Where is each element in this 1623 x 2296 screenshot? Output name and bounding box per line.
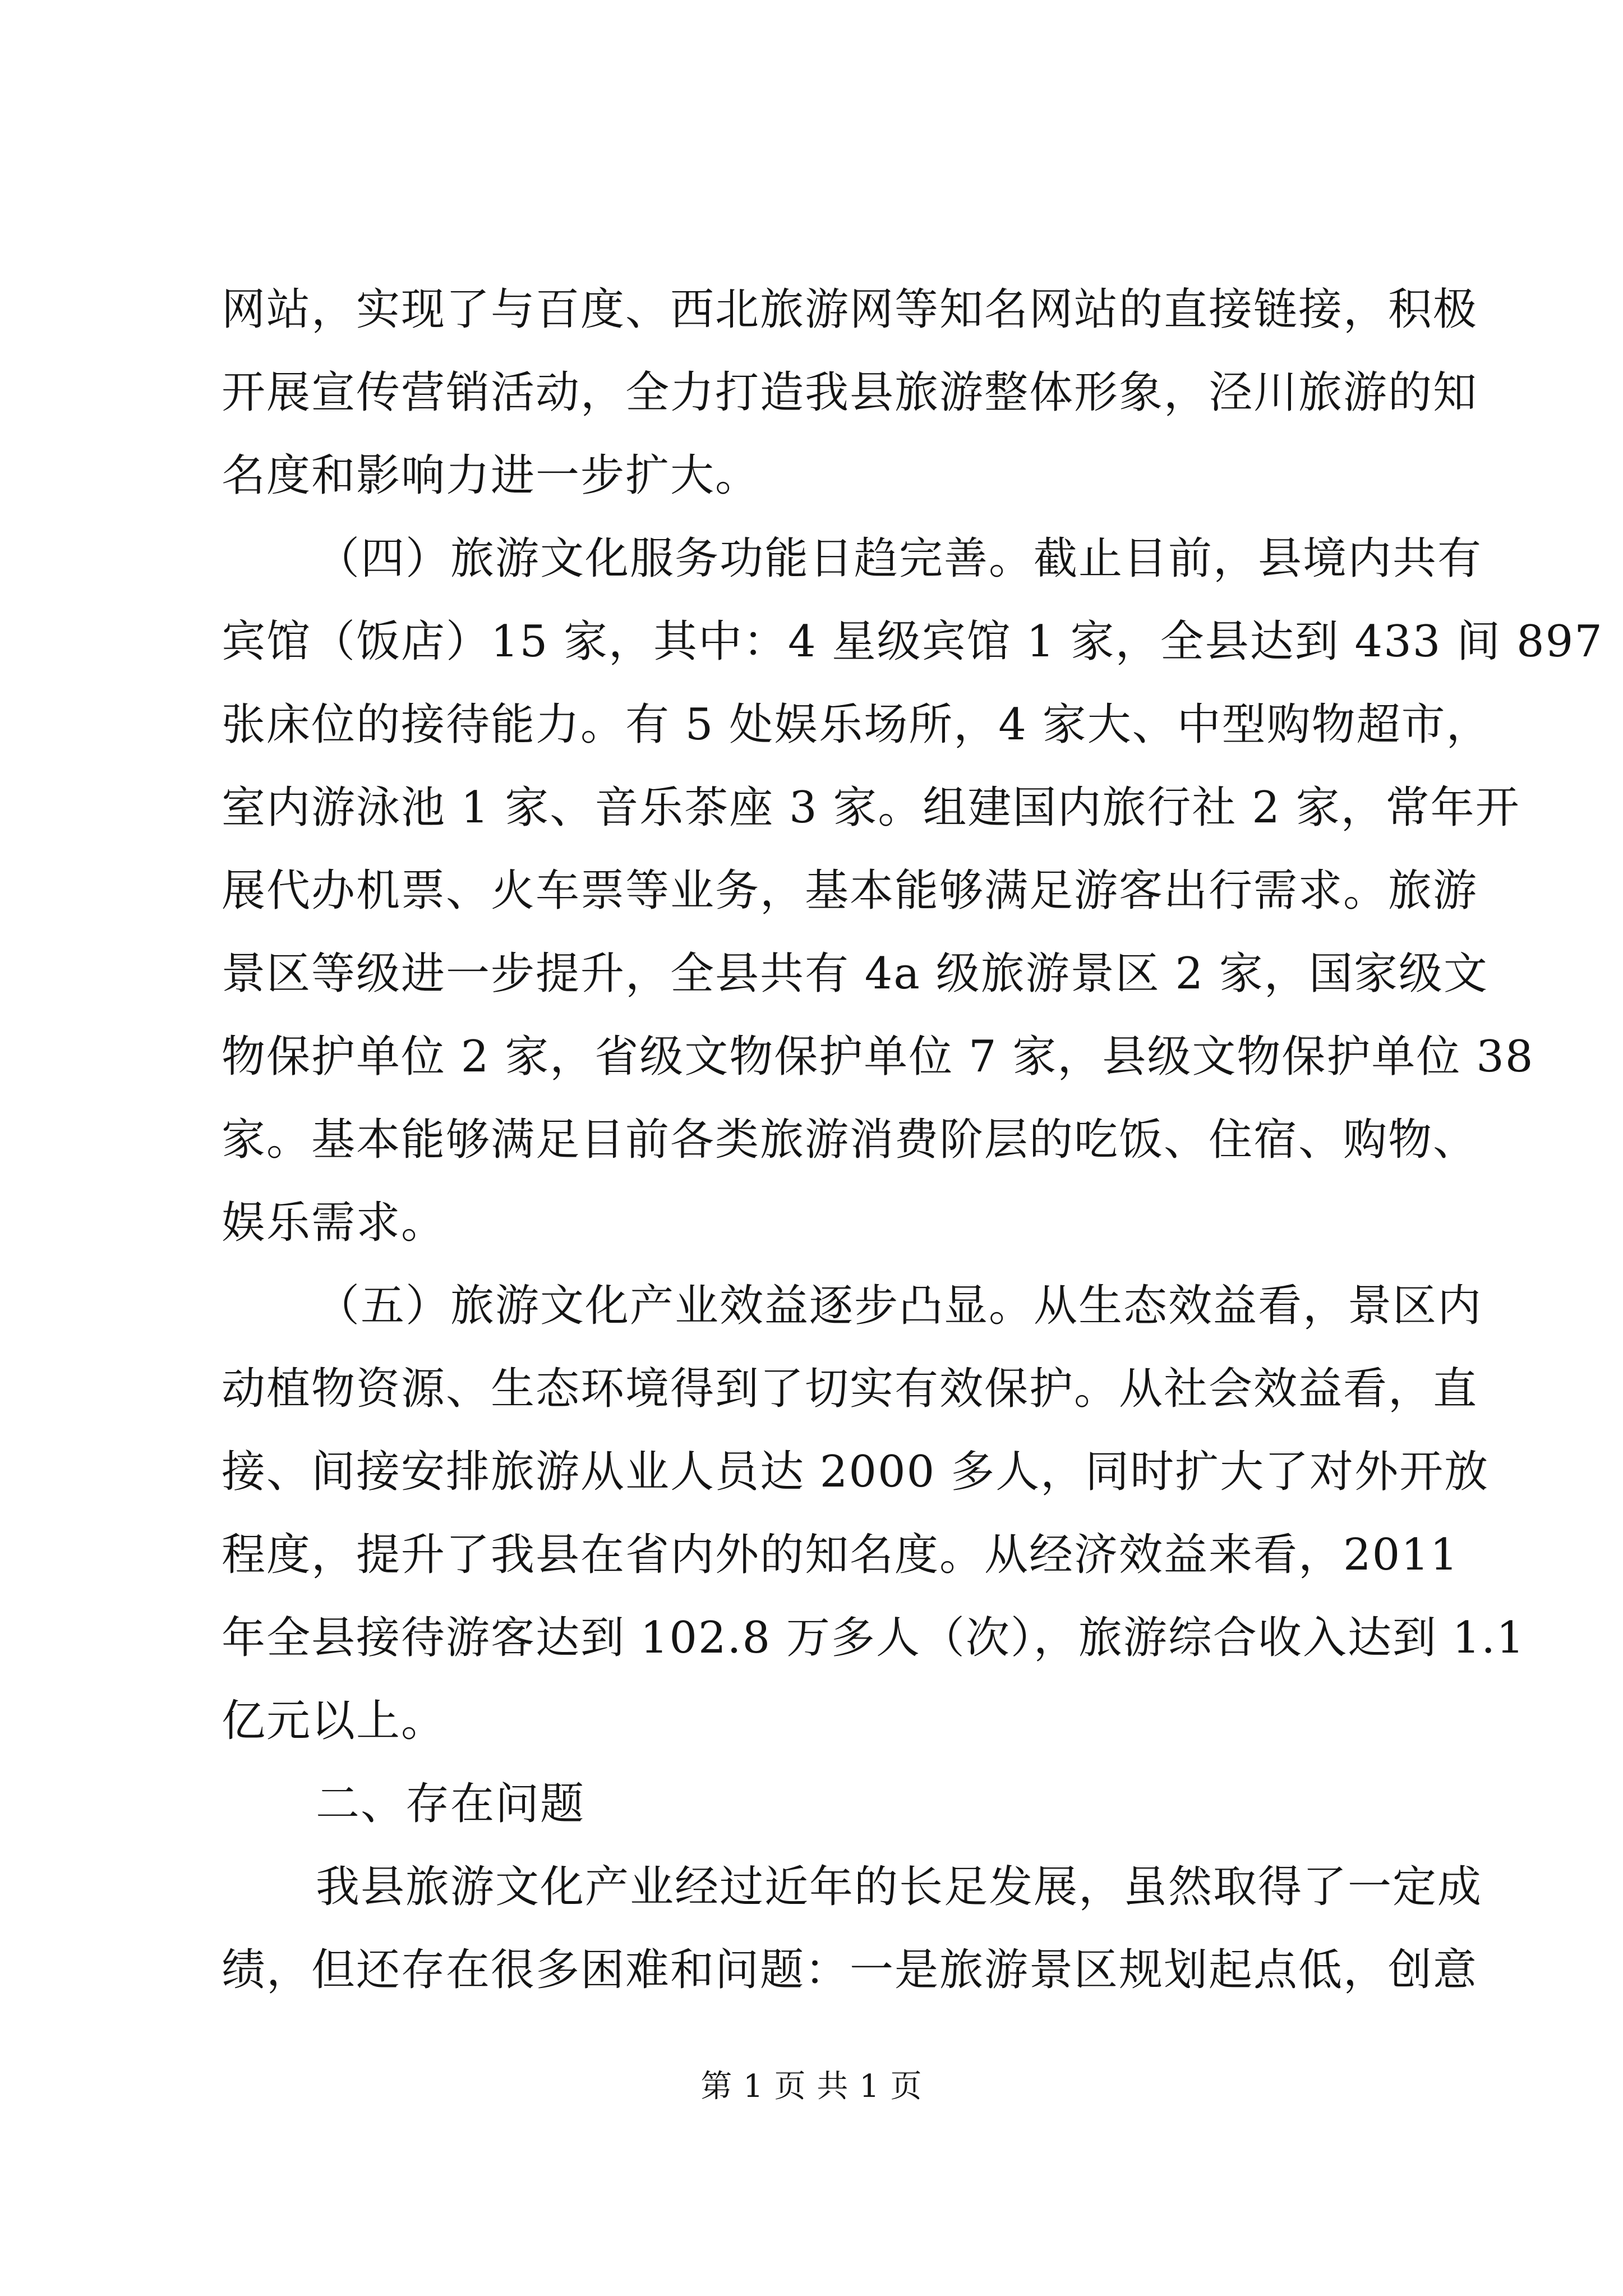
text-line: 动植物资源、生态环境得到了切实有效保护。从社会效益看，直 [222,1364,1478,1414]
text-line: 家。基本能够满足目前各类旅游消费阶层的吃饭、住宿、购物、 [222,1115,1478,1165]
text-line: 亿元以上。 [222,1696,446,1746]
text-line: 名度和影响力进一步扩大。 [222,450,760,501]
text-line: 绩，但还存在很多困难和问题：一是旅游景区规划起点低，创意 [222,1945,1478,1995]
text-line: 网站，实现了与百度、西北旅游网等知名网站的直接链接，积极 [222,284,1478,335]
document-body [222,268,1603,2012]
text-line: 开展宣传营销活动，全力打造我县旅游整体形象，泾川旅游的知 [222,367,1478,418]
text-line: 张床位的接待能力。有 5 处娱乐场所，4 家大、中型购物超市， [222,700,1491,750]
text-line: 室内游泳池 1 家、音乐茶座 3 家。组建国内旅行社 2 家，常年开 [222,783,1520,833]
text-line: 程度，提升了我县在省内外的知名度。从经济效益来看，2011 [222,1530,1459,1580]
text-line: 展代办机票、火车票等业务，基本能够满足游客出行需求。旅游 [222,866,1478,916]
text-line: 接、间接安排旅游从业人员达 2000 多人，同时扩大了对外开放 [222,1447,1490,1497]
text-line: 年全县接待游客达到 102.8 万多人（次），旅游综合收入达到 1.1 [222,1613,1525,1663]
text-line: 宾馆（饭店）15 家，其中：4 星级宾馆 1 家，全县达到 433 间 897 [222,616,1603,667]
text-line: 娱乐需求。 [222,1198,446,1248]
paragraph-start-line: （五）旅游文化产业效益逐步凸显。从生态效益看，景区内 [316,1281,1483,1331]
text-line: 景区等级进一步提升，全县共有 4a 级旅游景区 2 家，国家级文 [222,949,1488,999]
paragraph-start-line: （四）旅游文化服务功能日趋完善。截止目前，县境内共有 [316,533,1483,584]
text-line: 物保护单位 2 家，省级文物保护单位 7 家，县级文物保护单位 38 [222,1032,1534,1082]
page-footer: 第 1 页 共 1 页 [700,2068,923,2105]
section-heading: 二、存在问题 [316,1779,585,1829]
paragraph-start-line: 我县旅游文化产业经过近年的长足发展，虽然取得了一定成 [316,1862,1483,1912]
